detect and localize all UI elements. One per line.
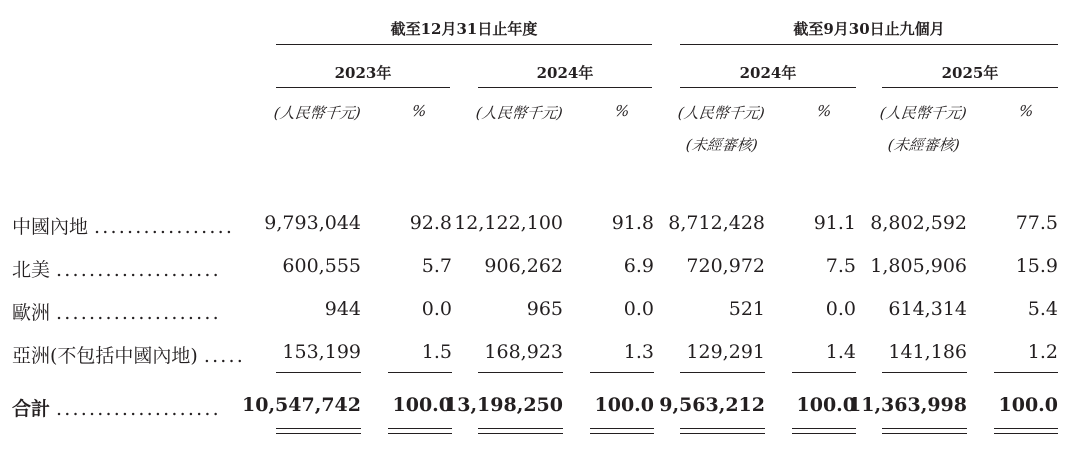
subtotal-rule-col5 [680, 372, 765, 373]
subtotal-rule-col4 [590, 372, 654, 373]
unaudited-label-col4: (未經審核) [887, 136, 961, 154]
row-total-pct-2024-9m: 100.0 [796, 394, 856, 416]
row-europe-pct-2024-fy: 0.0 [623, 298, 654, 320]
row-total-label [12, 394, 221, 421]
subtotal-rule-col1 [276, 372, 361, 373]
total-double-rule-col2 [388, 428, 452, 434]
row-total-pct-2024-fy: 100.0 [594, 394, 654, 416]
year-header-2023: 2023年 [334, 64, 392, 82]
row-asia-ex-mainland-pct-2023: 1.5 [421, 341, 452, 363]
subtotal-rule-col3 [478, 372, 563, 373]
total-double-rule-col3 [478, 428, 563, 434]
row-asia-ex-mainland-amount-2023: 153,199 [282, 341, 361, 363]
row-north-america-amount-2024-fy: 906,262 [484, 255, 563, 277]
row-total-pct-2023: 100.0 [392, 394, 452, 416]
unit-label-col3: (人民幣千元) [677, 104, 766, 122]
year-underline-2025 [882, 87, 1058, 88]
row-europe-amount-2024-fy: 965 [526, 298, 563, 320]
row-europe-amount-2025: 614,314 [888, 298, 967, 320]
row-total-amount-2025: 11,363,998 [848, 394, 967, 416]
pct-label-col1: % [411, 102, 428, 120]
year-header-2024-fy: 2024年 [536, 64, 594, 82]
row-north-america-label [12, 255, 221, 282]
row-europe-leader-dots: .................... [56, 302, 221, 324]
row-mainland-china-label [12, 212, 234, 239]
subtotal-rule-col8 [994, 372, 1058, 373]
row-mainland-china-pct-2023: 92.8 [409, 212, 452, 234]
row-north-america-pct-2024-9m: 7.5 [825, 255, 856, 277]
total-double-rule-col4 [590, 428, 654, 434]
row-asia-ex-mainland-label [12, 341, 245, 368]
subtotal-rule-col2 [388, 372, 452, 373]
period-header-fiscal-year: 截至12月31日止年度 [390, 20, 538, 38]
row-europe-amount-2023: 944 [324, 298, 361, 320]
subtotal-rule-col6 [792, 372, 856, 373]
row-europe-pct-2025: 5.4 [1027, 298, 1058, 320]
row-europe-label [12, 298, 221, 325]
row-north-america-amount-2023: 600,555 [282, 255, 361, 277]
row-europe-label-text: 歐洲 [12, 302, 51, 324]
row-europe-pct-2023: 0.0 [421, 298, 452, 320]
row-asia-ex-mainland-amount-2024-9m: 129,291 [686, 341, 765, 363]
period-underline-9m [680, 44, 1058, 45]
total-double-rule-col7 [882, 428, 967, 434]
row-asia-ex-mainland-pct-2024-9m: 1.4 [825, 341, 856, 363]
pct-label-col4: % [1018, 102, 1035, 120]
row-mainland-china-pct-2025: 77.5 [1015, 212, 1058, 234]
unaudited-label-col3: (未經審核) [685, 136, 759, 154]
row-asia-ex-mainland-label-text: 亞洲(不包括中國內地) [12, 345, 198, 367]
row-asia-ex-mainland-amount-2024-fy: 168,923 [484, 341, 563, 363]
unit-label-col4: (人民幣千元) [879, 104, 968, 122]
row-total-amount-2024-9m: 9,563,212 [659, 394, 765, 416]
row-mainland-china-amount-2025: 8,802,592 [870, 212, 967, 234]
unit-label-col2: (人民幣千元) [475, 104, 564, 122]
period-header-nine-months: 截至9月30日止九個月 [793, 20, 945, 38]
row-asia-ex-mainland-pct-2024-fy: 1.3 [623, 341, 654, 363]
total-double-rule-col1 [276, 428, 361, 434]
row-mainland-china-amount-2023: 9,793,044 [264, 212, 361, 234]
row-mainland-china-label-text: 中國內地 [12, 216, 89, 238]
row-mainland-china-pct-2024-9m: 91.1 [813, 212, 856, 234]
row-north-america-amount-2024-9m: 720,972 [686, 255, 765, 277]
row-mainland-china-leader-dots: ................. [94, 216, 235, 238]
row-asia-ex-mainland-amount-2025: 141,186 [888, 341, 967, 363]
row-europe-amount-2024-9m: 521 [728, 298, 765, 320]
total-double-rule-col5 [680, 428, 765, 434]
pct-label-col3: % [816, 102, 833, 120]
year-header-2025: 2025年 [941, 64, 999, 82]
year-underline-2023 [276, 87, 450, 88]
row-north-america-label-text: 北美 [12, 259, 51, 281]
row-total-pct-2025: 100.0 [998, 394, 1058, 416]
row-asia-ex-mainland-pct-2025: 1.2 [1027, 341, 1058, 363]
year-header-2024-9m: 2024年 [739, 64, 797, 82]
row-asia-ex-mainland-leader-dots: ..... [203, 345, 246, 367]
row-total-label-text: 合計 [12, 398, 51, 420]
year-underline-2024-fy [478, 87, 652, 88]
row-total-leader-dots: .................... [56, 398, 221, 420]
row-europe-pct-2024-9m: 0.0 [825, 298, 856, 320]
total-double-rule-col8 [994, 428, 1058, 434]
row-mainland-china-pct-2024-fy: 91.8 [611, 212, 654, 234]
row-total-amount-2023: 10,547,742 [242, 394, 361, 416]
year-underline-2024-9m [680, 87, 856, 88]
unit-label-col1: (人民幣千元) [273, 104, 362, 122]
row-total-amount-2024-fy: 13,198,250 [444, 394, 563, 416]
period-underline-fy [276, 44, 652, 45]
row-mainland-china-amount-2024-fy: 12,122,100 [454, 212, 563, 234]
subtotal-rule-col7 [882, 372, 967, 373]
row-north-america-pct-2024-fy: 6.9 [623, 255, 654, 277]
row-north-america-pct-2025: 15.9 [1015, 255, 1058, 277]
row-mainland-china-amount-2024-9m: 8,712,428 [668, 212, 765, 234]
total-double-rule-col6 [792, 428, 856, 434]
row-north-america-leader-dots: .................... [56, 259, 221, 281]
row-north-america-pct-2023: 5.7 [421, 255, 452, 277]
pct-label-col2: % [614, 102, 631, 120]
row-north-america-amount-2025: 1,805,906 [870, 255, 967, 277]
